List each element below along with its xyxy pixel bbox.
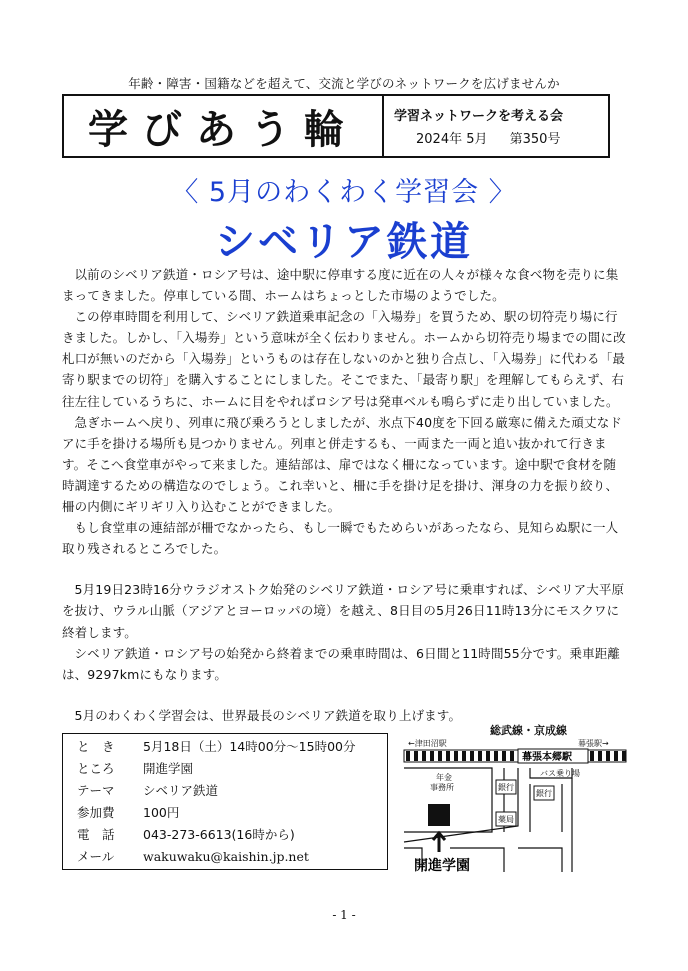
map-left-arrow-label: ←津田沼駅 bbox=[408, 739, 447, 748]
railway-tie bbox=[478, 751, 482, 761]
railway-tie bbox=[430, 751, 434, 761]
railway-tie bbox=[494, 751, 498, 761]
railway-tie bbox=[470, 751, 474, 761]
event-info-box bbox=[62, 733, 388, 870]
paragraph: 以前のシベリア鉄道・ロシア号は、途中駅に停車する度に近在の人々が様々な食べ物を売りに集まってきました。停車している間、ホームはちょっとした市場のようでした。 bbox=[62, 267, 619, 304]
paragraph: もし食堂車の連結部が柵でなかったら、もし一瞬でもためらいがあったなら、見知らぬ駅に一人取り残されるところでした。 bbox=[62, 520, 619, 557]
pension-office-label-1: 年金 bbox=[436, 773, 452, 782]
paragraph: 急ぎホームへ戻り、列車に飛び乗ろうとしましたが、氷点下40度を下回る厳寒に備えた頑丈なドアに手を掛ける場所も見つかりません。列車と併走するも、一両また一両と追い抜かれて行きます。そこへ食堂車がやって来ました。連結部は、扉ではなく柵になっています。途中駅で食材を随時調達するための構造なのでしょう。これ幸いと、柵に手を掛け足を掛け、渾身の力を振り絞り、柵の内側にギリギリ入り込むことができました。 bbox=[62, 414, 623, 515]
bus-stop-label: バス乗り場 bbox=[540, 769, 580, 778]
bank-label: 銀行 bbox=[498, 783, 514, 792]
railway-tie bbox=[486, 751, 490, 761]
info-value: 100円 bbox=[143, 805, 180, 820]
tagline: 年齢・障害・国籍などを超えて、交流と学びのネットワークを広げませんか bbox=[128, 76, 560, 91]
organization-name: 学習ネットワークを考える会 bbox=[394, 109, 564, 124]
issue-date: 2024年 5月 bbox=[416, 132, 488, 147]
title-cell bbox=[64, 96, 384, 156]
access-map bbox=[400, 722, 630, 882]
railway-tie bbox=[622, 751, 626, 761]
spacer bbox=[62, 559, 628, 579]
railway-tie bbox=[422, 751, 426, 761]
bank-label: 銀行 bbox=[536, 789, 552, 798]
railway-tie bbox=[438, 751, 442, 761]
email-link[interactable]: wakuwaku@kaishin.jp.net bbox=[143, 849, 309, 864]
info-row-phone bbox=[77, 824, 387, 846]
newsletter-title: 学びあう輪 bbox=[88, 106, 358, 153]
railway-tie bbox=[598, 751, 602, 761]
info-row-theme bbox=[77, 780, 387, 802]
event-title: シベリア鉄道 bbox=[215, 219, 473, 265]
railway-tie bbox=[454, 751, 458, 761]
info-value: 043-273-6613(16時から) bbox=[143, 827, 295, 842]
article-body bbox=[62, 264, 628, 726]
info-label: メール bbox=[77, 849, 115, 864]
railway-tie bbox=[462, 751, 466, 761]
destination-label: 開進学園 bbox=[414, 858, 470, 874]
paragraph: 5月19日23時16分ウラジオストク始発のシベリア鉄道・ロシア号に乗車すれば、シベリア大平原を抜け、ウラル山脈（アジアとヨーロッパの境）を越え、8日目の5月26日11時13分にモスクワに終着します。 bbox=[62, 582, 625, 640]
arrow-up-icon bbox=[433, 833, 445, 852]
railway-tie bbox=[446, 751, 450, 761]
destination-marker bbox=[428, 804, 450, 826]
railway-tie bbox=[606, 751, 610, 761]
spacer bbox=[62, 685, 628, 705]
issue-info bbox=[416, 128, 578, 147]
map-line-name: 総武線・京成線 bbox=[490, 724, 567, 737]
info-value: 開進学園 bbox=[143, 761, 194, 776]
railway-tie bbox=[614, 751, 618, 761]
info-value: シベリア鉄道 bbox=[143, 783, 219, 798]
info-row-date bbox=[77, 736, 387, 758]
info-label: と き bbox=[77, 739, 115, 754]
page-number: - 1 - bbox=[332, 908, 356, 922]
info-row-place bbox=[77, 758, 387, 780]
station-name: 幕張本郷駅 bbox=[522, 752, 572, 763]
map-right-arrow-label: 幕張駅→ bbox=[578, 739, 609, 748]
paragraph: シベリア鉄道・ロシア号の始発から終着までの乗車時間は、6日間と11時間55分です。乗車距離は、9297kmにもなります。 bbox=[62, 645, 621, 682]
masthead bbox=[62, 94, 610, 158]
railway-tie bbox=[590, 751, 594, 761]
info-value: 5月18日（土）14時00分～15時00分 bbox=[143, 739, 356, 754]
railway-track bbox=[404, 750, 626, 762]
railway-tie bbox=[510, 751, 514, 761]
paragraph: この停車時間を利用して、シベリア鉄道乗車記念の「入場券」を買うため、駅の切符売り場に行きました。しかし、「入場券」という意味が全く伝わりません。ホームから切符売り場までの間に改札口が無いのだから「入場券」というものは存在しないのかと独り合点し、「入場券」に代わる「最寄り駅までの切符」を購入することにしました。そこでまた、「最寄り駅」を理解してもらえず、右往左往しているうちに、ホームに目をやればロシア号は発車ベルも鳴らずに走り出していました。 bbox=[62, 309, 626, 409]
closing-paragraph: 5月のわくわく学習会は、世界最長のシベリア鉄道を取り上げます。 bbox=[74, 707, 462, 723]
railway-tie bbox=[406, 751, 410, 761]
info-label: テーマ bbox=[77, 783, 115, 798]
info-row-fee bbox=[77, 802, 387, 824]
event-subtitle: 〈 5月のわくわく学習会 〉 bbox=[171, 177, 517, 208]
pharmacy-label: 薬局 bbox=[498, 815, 514, 824]
issue-number: 第350号 bbox=[509, 132, 561, 147]
info-label: ところ bbox=[77, 761, 115, 776]
railway-tie bbox=[502, 751, 506, 761]
info-row-email bbox=[77, 846, 387, 868]
railway-tie bbox=[414, 751, 418, 761]
info-label: 電 話 bbox=[77, 827, 115, 842]
info-label: 参加費 bbox=[77, 805, 115, 820]
pension-office-label-2: 事務所 bbox=[430, 783, 454, 792]
